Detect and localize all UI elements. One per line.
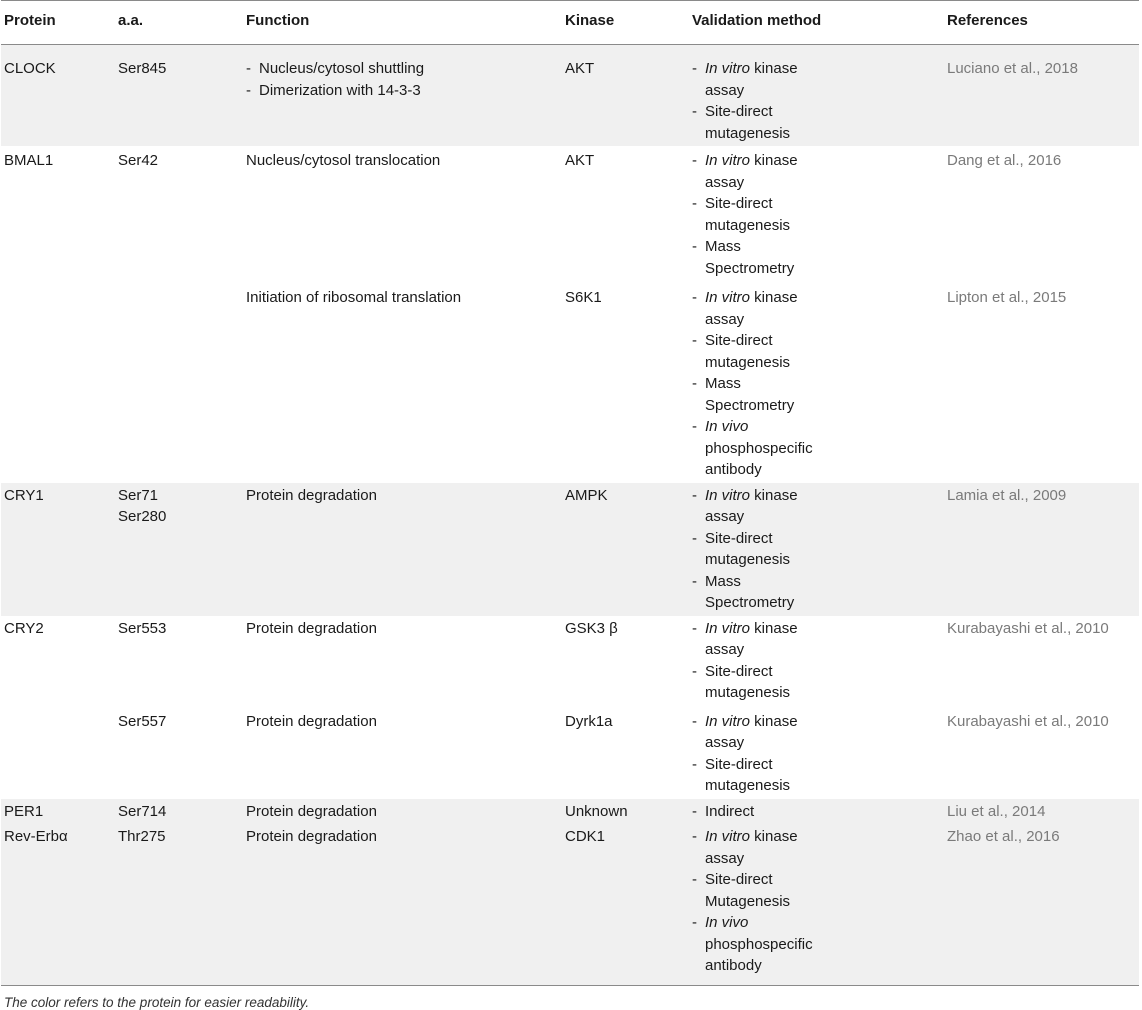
function-text: Protein degradation (246, 828, 377, 845)
cell-kinase: GSK3 β (565, 619, 618, 637)
validation-item (692, 287, 810, 330)
validation-text: kinase assay (705, 828, 798, 867)
cell-function (243, 799, 562, 823)
table-row (1, 822, 1139, 985)
header-function: Function (246, 12, 310, 29)
function-item: - Nucleus/cytosol shuttling (246, 58, 562, 80)
table-caption: The color refers to the protein for easier readability. (4, 994, 310, 1010)
validation-list (692, 58, 944, 144)
validation-text: kinase assay (705, 712, 798, 751)
validation-item (692, 528, 810, 571)
header-kinase: Kinase (565, 12, 615, 29)
table-row (1, 146, 1139, 283)
validation-italic: In vitro (705, 712, 751, 730)
table-body (1, 45, 1139, 986)
cell-reference: Liu et al., 2014 (947, 802, 1046, 820)
aa-site: Ser71 (118, 486, 159, 504)
validation-list (692, 826, 944, 977)
cell-validation (689, 709, 944, 799)
cell-reference: Zhao et al., 2016 (947, 828, 1060, 845)
aa-site: Ser280 (118, 508, 167, 525)
table-header (1, 1, 1139, 45)
cell-function (243, 45, 562, 147)
validation-item (692, 912, 813, 977)
function-text: Initiation of ribosomal translation (246, 289, 462, 306)
validation-item (692, 193, 810, 236)
cell-kinase: S6K1 (565, 289, 602, 306)
cell-reference: Dang et al., 2016 (947, 152, 1062, 169)
validation-item (692, 711, 810, 754)
validation-item (692, 150, 810, 193)
cell-kinase: Dyrk1a (565, 712, 613, 730)
aa-site: Ser714 (118, 802, 167, 820)
validation-italic: In vivo (705, 914, 749, 931)
validation-text: phosphospecific antibody (705, 439, 813, 478)
validation-text: kinase assay (705, 289, 798, 328)
validation-text: Mass Spectrometry (705, 238, 795, 277)
table-row (1, 483, 1139, 616)
validation-item (692, 869, 810, 912)
cell-function (243, 822, 562, 985)
validation-italic: In vitro (705, 828, 751, 845)
function-text: Protein degradation (246, 712, 377, 730)
function-text: Protein degradation (246, 802, 377, 820)
cell-function (243, 483, 562, 616)
cell-kinase: Unknown (565, 802, 628, 820)
validation-italic: In vitro (705, 619, 751, 637)
cell-reference: Luciano et al., 2018 (947, 60, 1078, 77)
cell-aa (115, 709, 243, 799)
validation-list (692, 711, 944, 797)
aa-site: Ser42 (118, 152, 159, 169)
validation-text: Site-direct mutagenesis (705, 195, 791, 234)
aa-site: Ser845 (118, 60, 167, 77)
validation-item (692, 571, 810, 614)
cell-protein: Rev-Erbα (4, 828, 68, 845)
validation-text: kinase assay (705, 152, 798, 191)
validation-italic: In vitro (705, 152, 751, 169)
cell-validation (689, 799, 944, 823)
function-text: Protein degradation (246, 619, 377, 637)
cell-validation (689, 616, 944, 709)
cell-aa (115, 483, 243, 616)
function-item: - Dimerization with 14-3-3 (246, 80, 562, 102)
cell-reference: Kurabayashi et al., 2010 (947, 712, 1109, 730)
table-row (1, 709, 1139, 799)
cell-protein: CLOCK (4, 60, 56, 77)
cell-validation (689, 483, 944, 616)
validation-item (692, 801, 810, 823)
cell-function (243, 709, 562, 799)
validation-text: Mass Spectrometry (705, 375, 795, 414)
cell-validation (689, 822, 944, 985)
validation-text: Site-direct mutagenesis (705, 529, 791, 568)
validation-text: kinase assay (705, 486, 798, 525)
cell-function (243, 283, 562, 483)
validation-item (692, 330, 810, 373)
validation-item (692, 58, 810, 101)
cell-kinase: AKT (565, 152, 595, 169)
validation-item (692, 754, 810, 797)
cell-validation (689, 283, 944, 483)
table-row (1, 283, 1139, 483)
cell-protein: BMAL1 (4, 152, 54, 169)
validation-item (692, 485, 810, 528)
validation-list (692, 618, 944, 704)
cell-protein (1, 283, 115, 483)
aa-site: Thr275 (118, 828, 166, 845)
cell-protein: CRY2 (4, 619, 44, 637)
validation-text: Site-direct Mutagenesis (705, 871, 791, 910)
function-list (246, 58, 562, 101)
cell-reference: Kurabayashi et al., 2010 (947, 619, 1109, 637)
validation-list (692, 801, 944, 823)
cell-function (243, 616, 562, 709)
cell-aa (115, 146, 243, 283)
cell-kinase: AMPK (565, 486, 608, 504)
table-row (1, 45, 1139, 147)
validation-text: Site-direct mutagenesis (705, 662, 791, 701)
validation-list (692, 287, 944, 481)
validation-italic: In vitro (705, 486, 751, 504)
function-text: Nucleus/cytosol translocation (246, 152, 441, 169)
header-validation: Validation method (692, 12, 822, 29)
header-protein: Protein (4, 12, 56, 29)
validation-item (692, 101, 810, 144)
function-text: Protein degradation (246, 486, 377, 504)
header-references: References (947, 12, 1028, 29)
cell-protein: PER1 (4, 802, 44, 820)
cell-aa (115, 45, 243, 147)
validation-text: kinase assay (705, 619, 798, 658)
aa-site: Ser557 (118, 712, 167, 730)
table-row (1, 799, 1139, 823)
cell-kinase: CDK1 (565, 828, 606, 845)
cell-aa (115, 822, 243, 985)
cell-reference: Lipton et al., 2015 (947, 289, 1067, 306)
aa-site: Ser553 (118, 619, 167, 637)
validation-italic: In vivo (705, 418, 749, 435)
validation-list (692, 485, 944, 614)
phosphorylation-table (1, 0, 1139, 986)
validation-item (692, 826, 810, 869)
cell-kinase: AKT (565, 60, 595, 77)
validation-item (692, 661, 810, 704)
validation-italic: In vitro (705, 60, 751, 77)
cell-validation (689, 146, 944, 283)
validation-item (692, 416, 813, 481)
header-aa: a.a. (118, 12, 144, 29)
validation-text: Site-direct mutagenesis (705, 755, 791, 794)
cell-validation (689, 45, 944, 147)
cell-aa (115, 283, 243, 483)
table-row (1, 616, 1139, 709)
validation-text: kinase assay (705, 60, 798, 99)
validation-italic: In vitro (705, 289, 751, 306)
header-row (1, 1, 1139, 45)
cell-function (243, 146, 562, 283)
validation-text: Indirect (705, 802, 755, 820)
phosphorylation-table-container (1, 0, 1139, 986)
cell-protein (1, 709, 115, 799)
validation-text: Site-direct mutagenesis (705, 103, 791, 142)
validation-text: Mass Spectrometry (705, 572, 795, 611)
validation-item (692, 373, 810, 416)
cell-aa (115, 799, 243, 823)
cell-aa (115, 616, 243, 709)
validation-list (692, 150, 944, 279)
cell-protein: CRY1 (4, 486, 44, 504)
validation-text: phosphospecific antibody (705, 935, 813, 974)
validation-text: Site-direct mutagenesis (705, 332, 791, 371)
cell-reference: Lamia et al., 2009 (947, 486, 1067, 504)
validation-item (692, 618, 810, 661)
validation-item (692, 236, 810, 279)
